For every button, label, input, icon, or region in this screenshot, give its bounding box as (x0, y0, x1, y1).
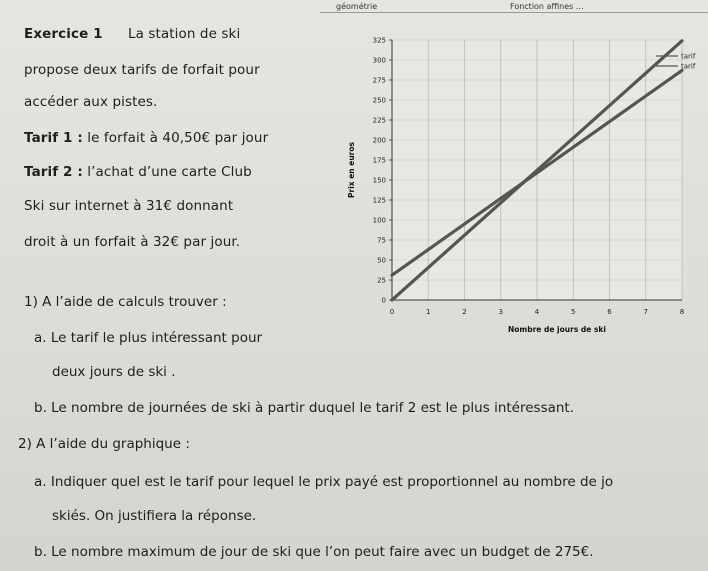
question-2a-line-2: skiés. On justifiera la réponse. (52, 508, 257, 524)
y-axis-title: Prix en euros (347, 142, 356, 198)
question-2a-line-1: a. Indiquer quel est le tarif pour lequel le prix payé est proportionnel au nombre de jo (34, 474, 614, 490)
y-tick-label: 300 (372, 56, 386, 65)
y-tick-label: 150 (372, 176, 386, 185)
tarif1-line (24, 130, 268, 146)
y-tick-label: 100 (372, 216, 386, 225)
intro-line-3: accéder aux pistes. (24, 94, 158, 110)
tarif1-label: Tarif 1 : (24, 130, 83, 146)
x-tick-label: 3 (498, 308, 503, 316)
question-2b: b. Le nombre maximum de jour de ski que l’on peut faire avec un budget de 275€. (34, 544, 594, 560)
tarif-chart (338, 26, 708, 356)
x-axis-title: Nombre de jours de ski (507, 325, 607, 334)
x-tick-label: 0 (389, 308, 395, 316)
y-tick-label: 50 (377, 256, 386, 265)
x-tick-label: 7 (643, 308, 648, 316)
x-tick-label: 6 (607, 308, 612, 316)
top-header-bar (320, 0, 708, 14)
intro-line-1: La station de ski (128, 26, 241, 42)
y-tick-label: 250 (372, 96, 386, 105)
header-divider (320, 12, 708, 13)
y-tick-label: 175 (372, 156, 386, 165)
tarif2-line (24, 164, 252, 180)
header-text-geometry: géométrie (336, 2, 378, 11)
y-tick-label: 200 (372, 136, 386, 145)
legend-label-1: tarif (681, 52, 696, 61)
tarif2-text-1: l’achat d’une carte Club (87, 164, 252, 180)
x-tick-label: 4 (534, 308, 540, 316)
question-1a-line-1: a. Le tarif le plus intéressant pour (34, 330, 263, 346)
exercise-title: Exercice 1 (24, 26, 103, 42)
tarif-chart-svg (338, 26, 708, 356)
y-tick-label: 225 (372, 116, 386, 125)
y-tick-label: 275 (372, 76, 386, 85)
y-tick-label: 0 (381, 296, 386, 305)
legend-label-2: tarif (681, 62, 696, 71)
question-1: 1) A l’aide de calculs trouver : (24, 294, 227, 310)
x-tick-label: 1 (426, 308, 431, 316)
tarif2-text-3: droit à un forfait à 32€ par jour. (24, 234, 241, 250)
question-1a-line-2: deux jours de ski . (52, 364, 176, 380)
y-tick-label: 75 (377, 236, 386, 245)
intro-line-2: propose deux tarifs de forfait pour (24, 62, 260, 78)
tarif2-text-2: Ski sur internet à 31€ donnant (24, 198, 234, 214)
x-tick-label: 8 (679, 308, 685, 316)
tarif1-text: le forfait à 40,50€ par jour (87, 130, 269, 146)
x-tick-label: 2 (462, 308, 467, 316)
tarif2-label: Tarif 2 : (24, 164, 83, 180)
x-tick-label: 5 (571, 308, 576, 316)
y-tick-label: 125 (372, 196, 386, 205)
question-2: 2) A l’aide du graphique : (18, 436, 190, 452)
y-tick-label: 25 (377, 276, 386, 285)
header-text-functions: Fonction affines ... (510, 2, 584, 11)
question-1b: b. Le nombre de journées de ski à partir duquel le tarif 2 est le plus intéressant. (34, 400, 575, 416)
y-tick-label: 325 (372, 36, 386, 45)
